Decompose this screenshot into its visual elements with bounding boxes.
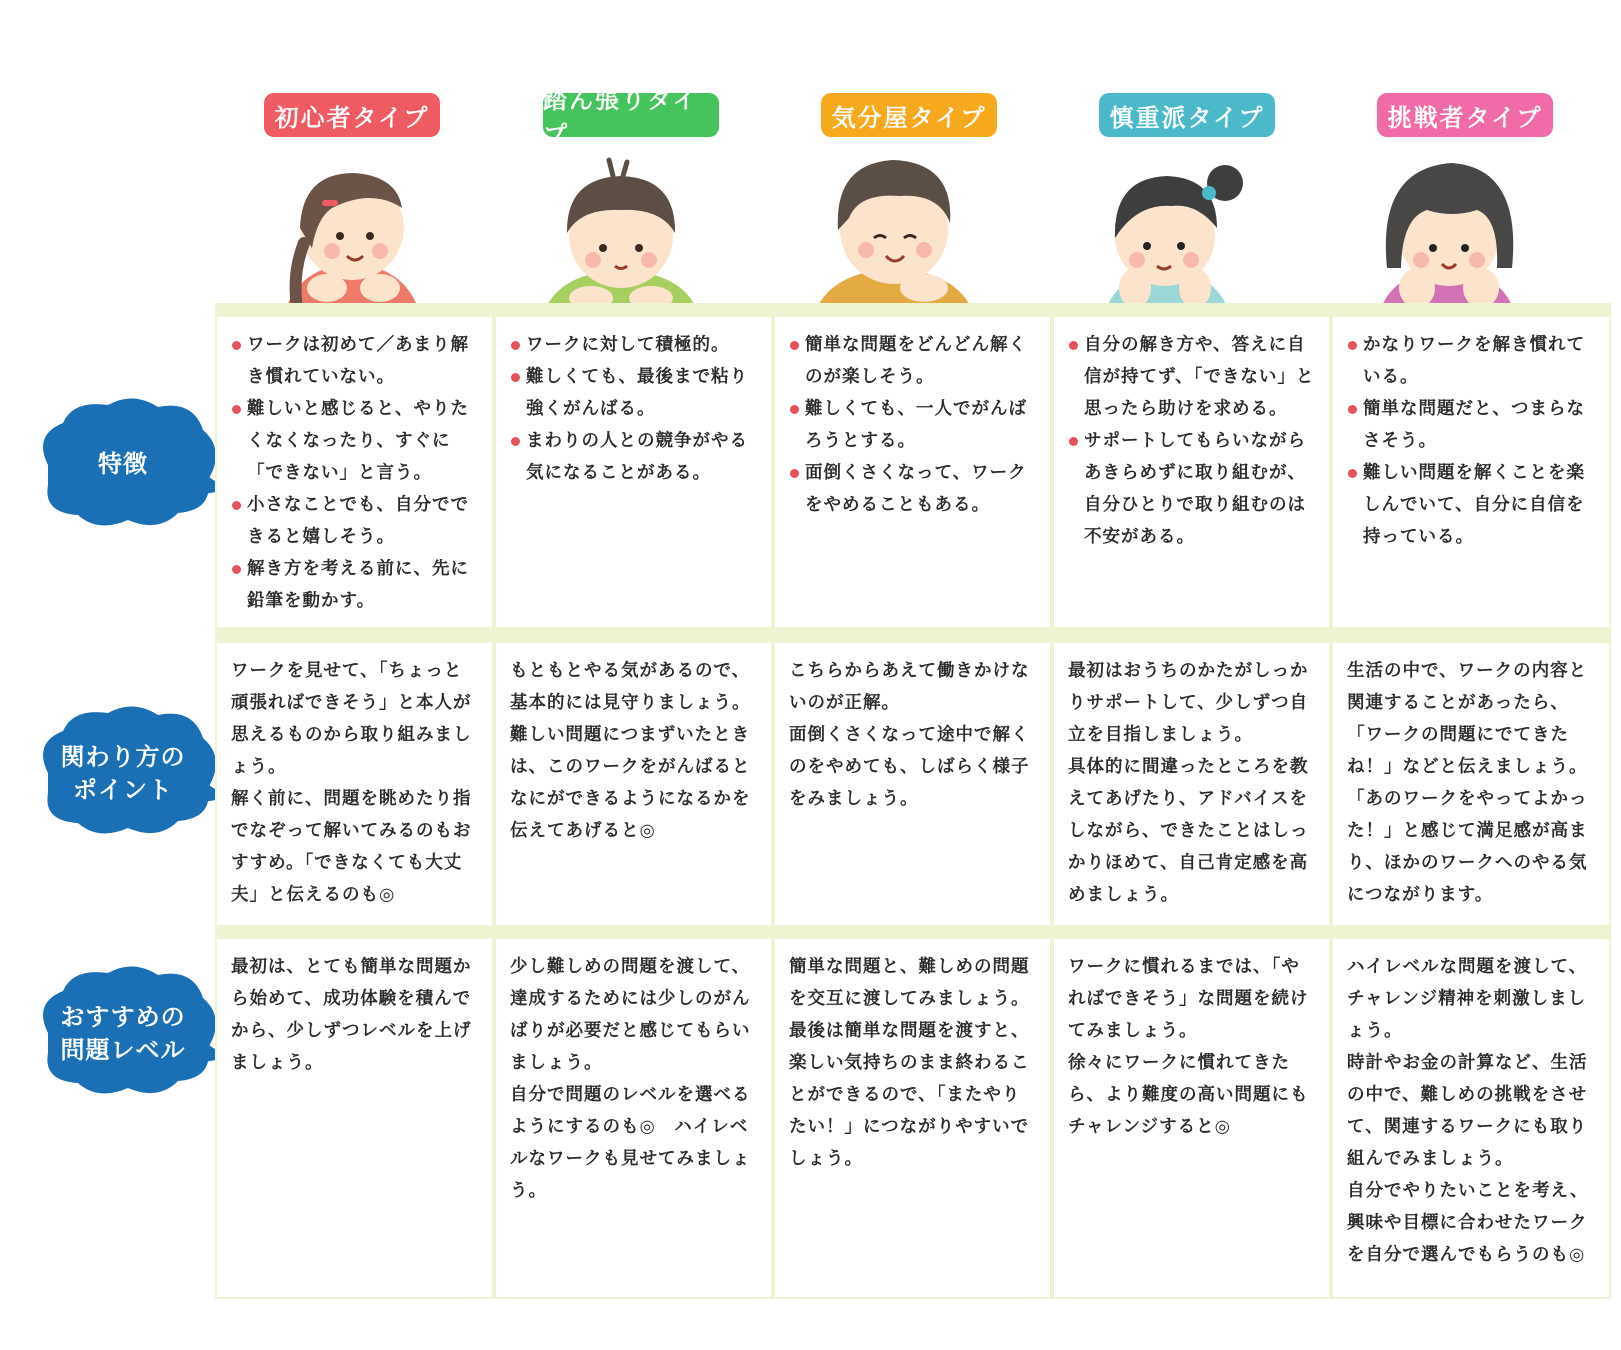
- row-label-points-line-1: 関わり方の: [60, 743, 186, 771]
- child-illustration-challenger: [1357, 148, 1537, 323]
- feature-item: かなりワークを解き慣れている。: [1347, 329, 1597, 393]
- type-badge-moody: 気分屋タイプ: [821, 93, 997, 137]
- feature-item: 難しいと感じると、やりたくなくなったり、すぐに「できない」と言う。: [231, 393, 480, 489]
- feature-item: 小さなことでも、自分でできると嬉しそう。: [231, 489, 480, 553]
- feature-item: 面倒くさくなって、ワークをやめることもある。: [789, 457, 1038, 521]
- features-cell-moody: [775, 317, 1050, 627]
- points-cell-cautious: 最初はおうちのかたがしっかりサポートして、少しずつ自立を目指しましょう。 具体的に間違ったところを教えてあげたり、アドバイスをしながら、できたことはしっかりほめて、自己肯定感を高めましょう。: [1054, 643, 1329, 925]
- feature-item: 難しい問題を解くことを楽しんでいて、自分に自信を持っている。: [1347, 457, 1597, 553]
- row-label-features: 特徴: [98, 450, 148, 478]
- levels-cell-moody: 簡単な問題と、難しめの問題を交互に渡してみましょう。 最後は簡単な問題を渡すと、楽しい気持ちのまま終わることができるので、「またやりたい！」につながりやすいでしょう。: [775, 939, 1050, 1297]
- child-illustration-persistent: [531, 148, 711, 323]
- row-label-levels-line-1: おすすめの: [60, 1003, 186, 1031]
- features-cell-persistent: [496, 317, 771, 627]
- row-label-points-line-2: ポイント: [73, 776, 173, 804]
- row-label-points: [28, 741, 218, 807]
- feature-item: サポートしてもらいながらあきらめずに取り組むが、自分ひとりで取り組むのは不安がある。: [1068, 425, 1317, 553]
- feature-item: 自分の解き方や、答えに自信が持てず、「できない」と思ったら助けを求める。: [1068, 329, 1317, 425]
- child-illustration-beginner: [262, 148, 442, 323]
- levels-cell-challenger: ハイレベルな問題を渡して、チャレンジ精神を刺激しましょう。 時計やお金の計算など、生活の中で、難しめの挑戦をさせて、関連するワークにも取り組んでみましょう。 自分でやりたいことを考え、興味や目標に合わせたワークを自分で選んでもらうのも◎: [1333, 939, 1609, 1297]
- feature-item: まわりの人との競争がやる気になることがある。: [510, 425, 759, 489]
- row-label-levels-line-2: 問題レベル: [60, 1036, 186, 1064]
- levels-cell-cautious: ワークに慣れるまでは、「やればできそう」な問題を続けてみましょう。 徐々にワークに慣れてきたら、より難度の高い問題にもチャレンジすると◎: [1054, 939, 1329, 1297]
- child-illustration-moody: [804, 148, 984, 323]
- feature-item: 簡単な問題だと、つまらなさそう。: [1347, 393, 1597, 457]
- child-illustration-cautious: [1077, 148, 1257, 323]
- row-label-levels: [28, 1001, 218, 1067]
- features-cell-challenger: [1333, 317, 1609, 627]
- type-badge-persistent: 踏ん張りタイプ: [543, 93, 719, 137]
- feature-item: 解き方を考える前に、先に鉛筆を動かす。: [231, 553, 480, 617]
- points-cell-challenger: 生活の中で、ワークの内容と関連することがあったら、「ワークの問題にでてきたね！」などと伝えましょう。 「あのワークをやってよかった！」と感じて満足感が高まり、ほかのワークへのやる気につながります。: [1333, 643, 1609, 925]
- levels-cell-persistent: 少し難しめの問題を渡して、達成するためには少しのがんばりが必要だと感じてもらいましょう。 自分で問題のレベルを選べるようにするのも◎ ハイレベルなワークも見せてみましょう。: [496, 939, 771, 1297]
- points-cell-persistent: もともとやる気があるので、基本的には見守りましょう。 難しい問題につまずいたときは、このワークをがんばるとなにができるようになるかを伝えてあげると◎: [496, 643, 771, 925]
- type-badge-beginner: 初心者タイプ: [264, 93, 440, 137]
- feature-item: 難しくても、一人でがんばろうとする。: [789, 393, 1038, 457]
- comparison-table: [215, 303, 1611, 1299]
- feature-item: ワークに対して積極的。: [510, 329, 759, 361]
- type-badge-challenger: 挑戦者タイプ: [1377, 93, 1553, 137]
- type-badge-cautious: 慎重派タイプ: [1099, 93, 1275, 137]
- points-cell-beginner: ワークを見せて、「ちょっと頑張ればできそう」と本人が思えるものから取り組みましょう。 解く前に、問題を眺めたり指でなぞって解いてみるのもおすすめ。「できなくても大丈夫」と伝えるのも◎: [217, 643, 492, 925]
- feature-item: 簡単な問題をどんどん解くのが楽しそう。: [789, 329, 1038, 393]
- feature-item: 難しくても、最後まで粘り強くがんばる。: [510, 361, 759, 425]
- feature-item: ワークは初めて／あまり解き慣れていない。: [231, 329, 480, 393]
- levels-cell-beginner: 最初は、とても簡単な問題から始めて、成功体験を積んでから、少しずつレベルを上げましょう。: [217, 939, 492, 1297]
- features-cell-beginner: [217, 317, 492, 627]
- points-cell-moody: こちらからあえて働きかけないのが正解。 面倒くさくなって途中で解くのをやめても、しばらく様子をみましょう。: [775, 643, 1050, 925]
- features-cell-cautious: [1054, 317, 1329, 627]
